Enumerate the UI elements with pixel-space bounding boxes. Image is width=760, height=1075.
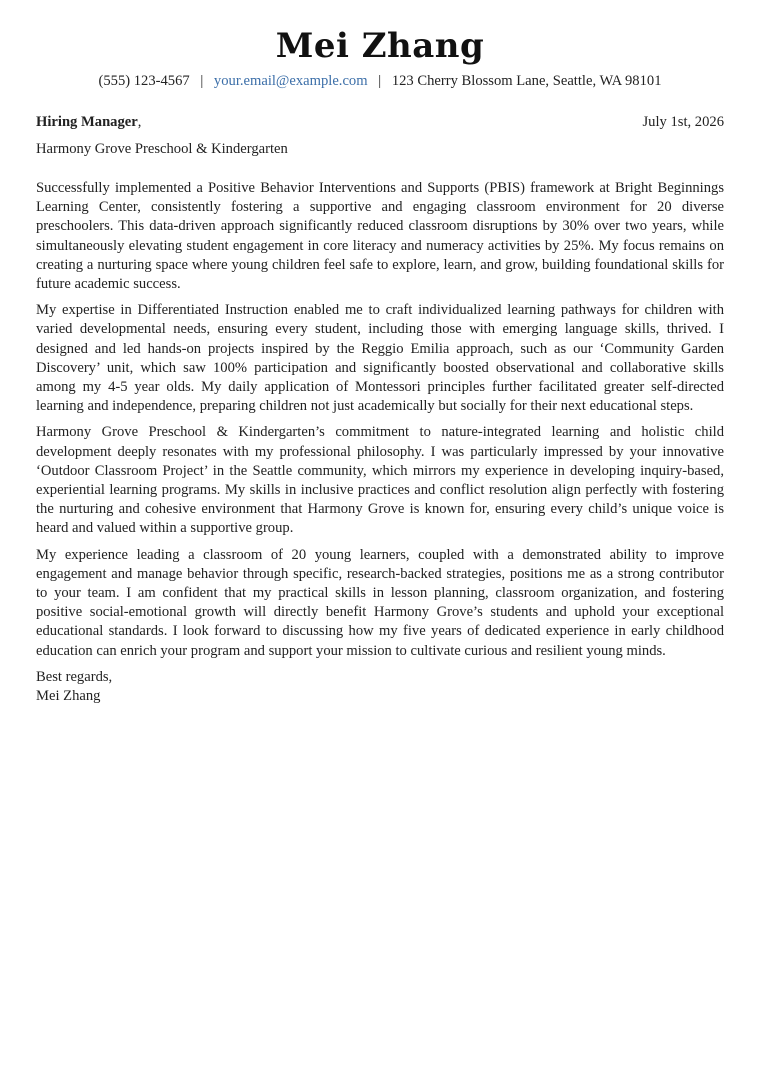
separator: | [378, 73, 382, 89]
phone-number: (555) 123-4567 [98, 73, 190, 89]
letter-date: July 1st, 2026 [642, 114, 724, 130]
greeting-row [36, 114, 724, 131]
email-link[interactable]: your.email@example.com [213, 73, 368, 89]
paragraph: Successfully implemented a Positive Behavior Interventions and Supports (PBIS) framework at Bright Beginnings Learning Center, consistently fostering a supportive and engaging classroom environment for 20 diverse preschoolers. This data-driven approach significantly reduced classroom disruptions by 30% over two years, while simultaneously elevating student engagement in core literacy and numeracy activities by 25%. My focus remains on creating a nurturing space where young children feel safe to explore, learn, and grow, building foundational skills for future academic success. [36, 180, 724, 293]
recipient-company: Harmony Grove Preschool & Kindergarten [36, 141, 288, 157]
applicant-name: Mei Zhang [275, 26, 485, 66]
paragraph: Harmony Grove Preschool & Kindergarten’s commitment to nature-integrated learning and holistic child development deeply resonates with my professional philosophy. I was particularly impressed by your innovative ‘Outdoor Classroom Project’ in the Seattle community, which mirrors my experience in developing inquiry-based, experiential learning programs. My skills in inclusive practices and conflict resolution align perfectly with fostering the nurturing and cohesive environment that Harmony Grove is known for, ensuring every child’s unique voice is heard and valued within a supportive group. [36, 424, 724, 537]
signature: Mei Zhang [36, 688, 101, 705]
contact-line [0, 73, 760, 90]
recipient-title: Hiring Manager [36, 114, 138, 130]
greeting [36, 114, 141, 131]
paragraph: My expertise in Differentiated Instruction enabled me to craft individualized learning pathways for children with varied developmental needs, ensuring every student, including those with emerging language skills, thrived. I designed and led hands-on projects inspired by the Reggio Emilia approach, such as our ‘Community Garden Discovery’ unit, which saw 100% participation and significantly boosted observational and collaborative skills among my 4-5 year olds. My daily application of Montessori principles further facilitated greater self-directed learning and independence, preparing children not just academically but socially for their next educational steps. [36, 302, 724, 415]
paragraph: My experience leading a classroom of 20 young learners, coupled with a demonstrated ability to improve engagement and manage behavior through specific, research-backed strategies, positions me as a strong contributor to your team. I am confident that my practical skills in lesson planning, classroom organization, and fostering positive social-emotional growth will directly benefit Harmony Grove’s students and uphold your exceptional educational standards. I look forward to discussing how my five years of dedicated experience in early childhood education can enrich your program and support your mission to cultivate curious and resilient young minds. [36, 546, 724, 659]
greeting-comma: , [137, 114, 142, 130]
address: 123 Cherry Blossom Lane, Seattle, WA 98101 [391, 73, 662, 89]
letter-body [36, 179, 724, 706]
closing-block [36, 668, 724, 706]
closing-salutation: Best regards, [36, 668, 113, 685]
separator: | [200, 73, 204, 89]
